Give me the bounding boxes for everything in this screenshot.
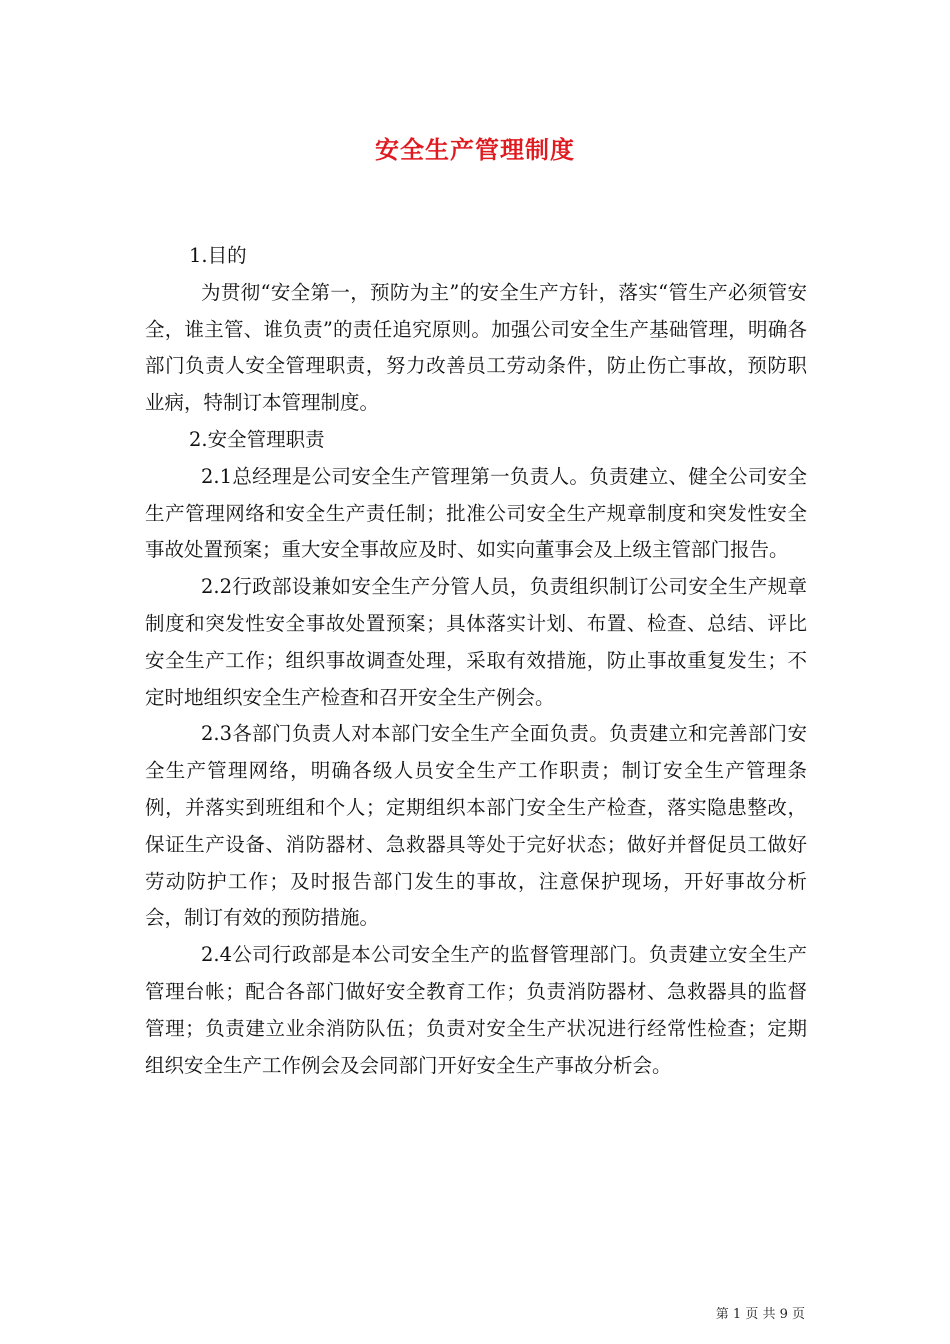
document-title: 安全生产管理制度 [375,135,575,164]
section-heading-responsibilities: 2.安全管理职责 [189,427,325,451]
paragraph-2-4: 2.4公司行政部是本公司安全生产的监督管理部门。负责建立安全生产管理台帐；配合各部门做好安全教育工作；负责消防器材、急救器具的监督管理；负责建立业余消防队伍；负责对安全生产状况进行经常性检查；定期组织安全生产工作例会及会同部门开好安全生产事故分析会。 [145,943,807,1077]
document-body [145,238,807,1084]
paragraph-2-3: 2.3各部门负责人对本部门安全生产全面负责。负责建立和完善部门安全生产管理网络，明确各级人员安全生产工作职责；制订安全生产管理条例，并落实到班组和个人；定期组织本部门安全生产检查，落实隐患整改，保证生产设备、消防器材、急救器具等处于完好状态；做好并督促员工做好劳动防护工作；及时报告部门发生的事故，注意保护现场，开好事故分析会，制订有效的预防措施。 [145,722,807,930]
page-number: 第 1 页 共 9 页 [715,1307,805,1322]
section-heading-purpose: 1.目的 [189,244,247,267]
paragraph-2-2: 2.2行政部设兼如安全生产分管人员，负责组织制订公司安全生产规章制度和突发性安全事故处置预案；具体落实计划、布置、检查、总结、评比安全生产工作；组织事故调查处理，采取有效措施，防止事故重复发生；不定时地组织安全生产检查和召开安全生产例会。 [145,575,807,709]
paragraph-2-1: 2.1总经理是公司安全生产管理第一负责人。负责建立、健全公司安全生产管理网络和安全生产责任制；批准公司安全生产规章制度和突发性安全事故处置预案；重大安全事故应及时、如实向董事会及上级主管部门报告。 [145,464,807,562]
paragraph-purpose: 为贯彻“安全第一，预防为主”的安全生产方针，落实“管生产必须管安全，谁主管、谁负责”的责任追究原则。加强公司安全生产基础管理，明确各部门负责人安全管理职责，努力改善员工劳动条件，防止伤亡事故，预防职业病，特制订本管理制度。 [145,280,807,415]
